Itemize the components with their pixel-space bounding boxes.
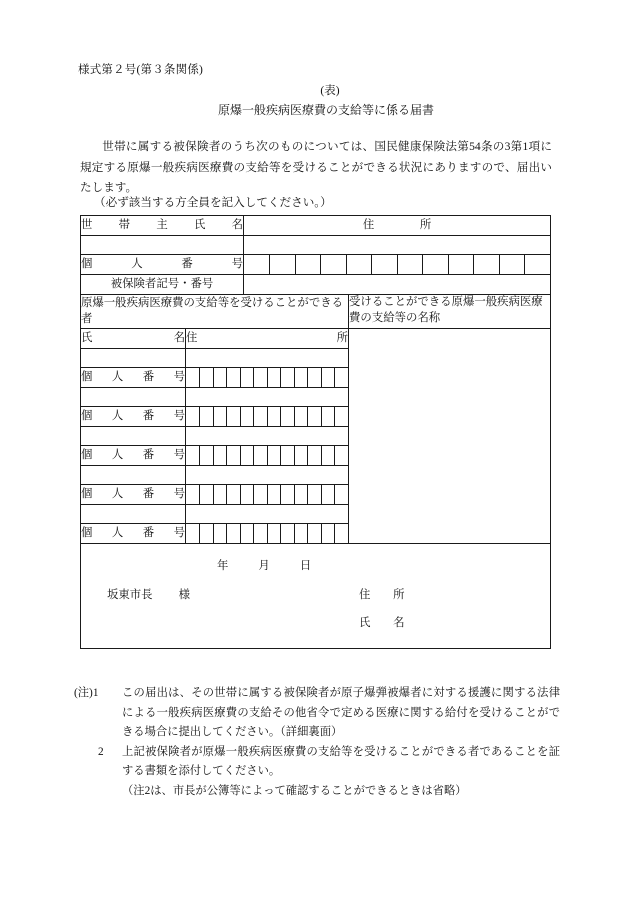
mynumber-cell[interactable] — [240, 524, 254, 543]
footnote-marker-1 — [74, 684, 98, 704]
household-name-input[interactable] — [81, 236, 244, 255]
mynumber-cell[interactable] — [267, 524, 281, 543]
person-name-input[interactable] — [81, 388, 186, 407]
form-code: 様式第２号(第３条関係) — [78, 64, 204, 76]
mynumber-cell[interactable] — [267, 368, 281, 387]
person-mynumber-input[interactable] — [186, 485, 349, 505]
person-mynumber-label: 個人番号 — [81, 524, 186, 544]
household-mynumber-input[interactable] — [244, 255, 551, 275]
mynumber-cell[interactable] — [294, 368, 308, 387]
mynumber-cell[interactable] — [308, 446, 322, 465]
table-row-insured-number — [81, 275, 551, 295]
addressee-name: 坂東市長 — [107, 589, 153, 601]
person-mynumber-input[interactable] — [186, 407, 349, 427]
mynumber-cell[interactable] — [186, 407, 200, 426]
footnote-marker-2: 2 — [98, 745, 104, 758]
year-label: 年 — [217, 560, 229, 572]
person-mynumber-label: 個人番号 — [81, 368, 186, 388]
mynumber-cell[interactable] — [281, 407, 295, 426]
person-name-input[interactable] — [81, 466, 186, 485]
mynumber-cell[interactable] — [281, 446, 295, 465]
recipient-section-right-header: 受けることができる原爆一般疾病医療費の支給等の名称 — [349, 295, 551, 329]
intro-text: 世帯に属する被保険者のうち次のものについては、国民健康保険法第54条の3第1項に規定する原爆一般疾病医療費の支給等を受けることができる状況にありますので、届出いたします。 — [80, 140, 552, 194]
date-field[interactable] — [217, 557, 311, 573]
mynumber-cell[interactable] — [308, 368, 322, 387]
person-name-input[interactable] — [81, 349, 186, 368]
addressee-honorific: 様 — [178, 589, 190, 601]
mynumber-cell[interactable] — [254, 446, 268, 465]
mynumber-cell[interactable] — [267, 485, 281, 504]
mynumber-cell[interactable] — [308, 485, 322, 504]
person-address-input[interactable] — [186, 505, 349, 524]
mynumber-cell[interactable] — [213, 446, 227, 465]
document-title: 原爆一般疾病医療費の支給等に係る届書 — [217, 103, 434, 117]
mynumber-cell[interactable] — [321, 446, 335, 465]
household-address-input[interactable] — [244, 236, 551, 255]
person-mynumber-input[interactable] — [186, 368, 349, 388]
mynumber-cell[interactable] — [240, 446, 254, 465]
mynumber-cell[interactable] — [335, 407, 349, 426]
footnote-text-2: 上記被保険者が原爆一般疾病医療費の支給等を受けることができる者であることを証する書類を添付してください。 — [122, 745, 560, 778]
mynumber-cell-grid — [186, 485, 348, 504]
applicant-name-label: 氏 名 — [359, 617, 405, 629]
mynumber-cell[interactable] — [213, 485, 227, 504]
mynumber-cell[interactable] — [227, 446, 241, 465]
table-row-recipient-section-header — [81, 295, 551, 329]
mynumber-cell[interactable] — [308, 524, 322, 543]
person-address-input[interactable] — [186, 427, 349, 446]
mynumber-cell[interactable] — [295, 255, 321, 274]
mynumber-cell-grid — [244, 255, 550, 274]
mynumber-cell[interactable] — [335, 446, 349, 465]
person-mynumber-input[interactable] — [186, 446, 349, 466]
mynumber-cell[interactable] — [270, 255, 296, 274]
mynumber-cell[interactable] — [213, 524, 227, 543]
table-row-signature — [81, 544, 551, 649]
person-mynumber-input[interactable] — [186, 524, 349, 544]
mynumber-cell[interactable] — [294, 407, 308, 426]
person-name-input[interactable] — [81, 505, 186, 524]
recipient-section-left-header: 原爆一般疾病医療費の支給等を受けることができる者 — [81, 295, 349, 329]
mynumber-cell[interactable] — [213, 368, 227, 387]
mynumber-cell[interactable] — [200, 407, 214, 426]
person-address-input[interactable] — [186, 466, 349, 485]
mynumber-cell[interactable] — [200, 446, 214, 465]
mynumber-cell[interactable] — [200, 485, 214, 504]
intro-note-text: （必ず該当する方全員を記入してください。） — [94, 196, 332, 209]
mynumber-cell[interactable] — [227, 485, 241, 504]
mynumber-cell[interactable] — [335, 524, 349, 543]
mynumber-cell[interactable] — [308, 407, 322, 426]
person-address-input[interactable] — [186, 388, 349, 407]
table-row-household-entry — [81, 236, 551, 255]
mynumber-cell[interactable] — [213, 407, 227, 426]
mynumber-cell[interactable] — [240, 407, 254, 426]
insured-number-input[interactable] — [244, 275, 551, 295]
mynumber-cell[interactable] — [321, 255, 347, 274]
household-address-label: 住 所 — [244, 216, 551, 236]
table-row-recipient-column-headers — [81, 329, 551, 349]
table-row-household-mynumber — [81, 255, 551, 275]
mynumber-cell[interactable] — [448, 255, 474, 274]
mynumber-cell[interactable] — [474, 255, 500, 274]
mynumber-cell[interactable] — [186, 446, 200, 465]
insured-number-label: 被保険者記号・番号 — [81, 275, 244, 295]
person-mynumber-label: 個人番号 — [81, 485, 186, 505]
mynumber-cell[interactable] — [200, 368, 214, 387]
mynumber-cell[interactable] — [240, 368, 254, 387]
footnote-subnote: （注2は、市長が公簿等によって確認することができるときは省略） — [122, 784, 467, 797]
mynumber-cell[interactable] — [227, 524, 241, 543]
intro-paragraph — [80, 137, 552, 199]
mynumber-cell[interactable] — [346, 255, 372, 274]
person-name-input[interactable] — [81, 427, 186, 446]
notes-label: (注) — [74, 687, 93, 699]
mynumber-cell[interactable] — [335, 368, 349, 387]
recipient-address-label: 住 所 — [186, 329, 349, 349]
recipient-benefit-name-input[interactable] — [349, 329, 551, 544]
mynumber-cell[interactable] — [423, 255, 449, 274]
mynumber-cell-grid — [186, 524, 348, 543]
mynumber-cell[interactable] — [525, 255, 551, 274]
footnote-item-1 — [74, 684, 560, 743]
mynumber-cell[interactable] — [294, 485, 308, 504]
mynumber-cell[interactable] — [254, 368, 268, 387]
mynumber-cell[interactable] — [281, 485, 295, 504]
mynumber-cell[interactable] — [254, 407, 268, 426]
mynumber-cell[interactable] — [335, 485, 349, 504]
mynumber-cell[interactable] — [200, 524, 214, 543]
mynumber-cell[interactable] — [186, 524, 200, 543]
mynumber-cell[interactable] — [254, 524, 268, 543]
mynumber-cell[interactable] — [186, 368, 200, 387]
form-side-label: (表) — [320, 85, 340, 97]
applicant-address-label: 住 所 — [359, 589, 405, 601]
table-row-household-header — [81, 216, 551, 236]
person-address-input[interactable] — [186, 349, 349, 368]
mynumber-cell[interactable] — [227, 407, 241, 426]
mynumber-cell[interactable] — [186, 485, 200, 504]
mynumber-cell[interactable] — [321, 368, 335, 387]
mynumber-cell[interactable] — [321, 485, 335, 504]
mynumber-cell[interactable] — [294, 524, 308, 543]
recipient-name-label: 氏 名 — [81, 329, 186, 349]
mynumber-cell[interactable] — [267, 446, 281, 465]
household-name-label: 世帯主氏名 — [81, 216, 244, 236]
day-label: 日 — [299, 560, 312, 572]
mynumber-cell-grid — [186, 368, 348, 387]
mynumber-cell[interactable] — [294, 446, 308, 465]
mynumber-cell[interactable] — [321, 407, 335, 426]
mynumber-cell[interactable] — [240, 485, 254, 504]
month-label: 月 — [258, 560, 270, 572]
signature-block — [81, 544, 551, 649]
footnote-text-1: この届出は、その世帯に属する被保険者が原子爆弾被爆者に対する援護に関する法律による一般疾病医療費の支給その他省令で定める医療に関する給付を受けることができる場合に提出してください。（詳細裏面） — [122, 687, 560, 739]
mynumber-cell[interactable] — [267, 407, 281, 426]
mynumber-cell[interactable] — [227, 368, 241, 387]
addressee-line — [107, 586, 190, 602]
household-mynumber-label: 個人番号 — [81, 255, 244, 275]
mynumber-cell[interactable] — [281, 368, 295, 387]
mynumber-cell[interactable] — [499, 255, 525, 274]
person-mynumber-label: 個人番号 — [81, 407, 186, 427]
mynumber-cell[interactable] — [281, 524, 295, 543]
intro-note — [80, 194, 332, 210]
footnote-number-1: 1 — [92, 687, 99, 699]
mynumber-cell[interactable] — [321, 524, 335, 543]
footnote-item-2 — [74, 743, 560, 782]
footnotes — [74, 684, 560, 802]
mynumber-cell-grid — [186, 446, 348, 465]
mynumber-cell[interactable] — [244, 255, 270, 274]
mynumber-cell-grid — [186, 407, 348, 426]
mynumber-cell[interactable] — [372, 255, 398, 274]
person-mynumber-label: 個人番号 — [81, 446, 186, 466]
mynumber-cell[interactable] — [397, 255, 423, 274]
mynumber-cell[interactable] — [254, 485, 268, 504]
application-form-table — [80, 215, 551, 649]
